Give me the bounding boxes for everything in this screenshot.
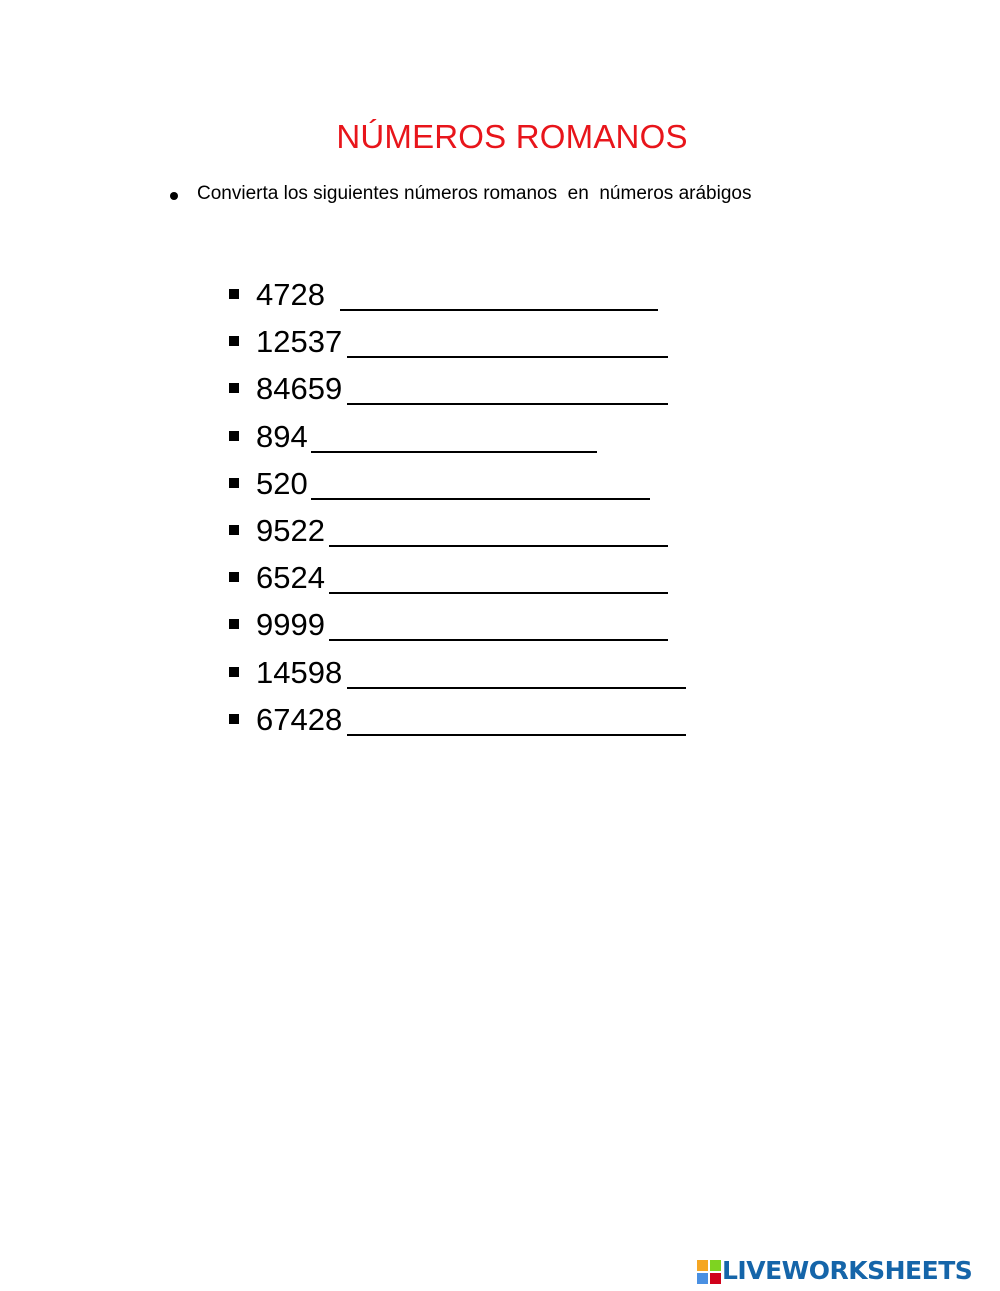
square-bullet-icon	[229, 667, 239, 677]
exercise-number: 12537	[256, 324, 343, 359]
exercise-number: 4728	[256, 277, 325, 312]
exercise-number: 9999	[256, 607, 325, 642]
logo-blocks-icon	[697, 1260, 721, 1284]
square-bullet-icon	[229, 714, 239, 724]
square-bullet-icon	[229, 525, 239, 535]
square-bullet-icon	[229, 478, 239, 488]
answer-line[interactable]	[347, 687, 686, 689]
instruction-text: Convierta los siguientes números romanos en números arábigos	[197, 183, 752, 204]
exercise-number: 6524	[256, 560, 325, 595]
answer-line[interactable]	[347, 356, 668, 358]
bullet-dot-icon	[170, 192, 178, 200]
square-bullet-icon	[229, 289, 239, 299]
answer-line[interactable]	[340, 309, 658, 311]
exercise-number: 520	[256, 466, 308, 501]
worksheet-title: NÚMEROS ROMANOS	[336, 118, 688, 155]
exercise-number: 67428	[256, 702, 343, 737]
answer-line[interactable]	[329, 545, 668, 547]
answer-line[interactable]	[347, 734, 686, 736]
answer-line[interactable]	[329, 639, 668, 641]
answer-line[interactable]	[311, 451, 597, 453]
answer-line[interactable]	[347, 403, 668, 405]
exercise-number: 9522	[256, 513, 325, 548]
answer-line[interactable]	[329, 592, 668, 594]
square-bullet-icon	[229, 572, 239, 582]
exercise-number: 894	[256, 419, 308, 454]
exercise-number: 14598	[256, 655, 343, 690]
square-bullet-icon	[229, 431, 239, 441]
answer-line[interactable]	[311, 498, 650, 500]
logo-wordmark: LIVEWORKSHEETS	[722, 1256, 973, 1285]
square-bullet-icon	[229, 383, 239, 393]
exercise-number: 84659	[256, 371, 343, 406]
square-bullet-icon	[229, 336, 239, 346]
square-bullet-icon	[229, 619, 239, 629]
